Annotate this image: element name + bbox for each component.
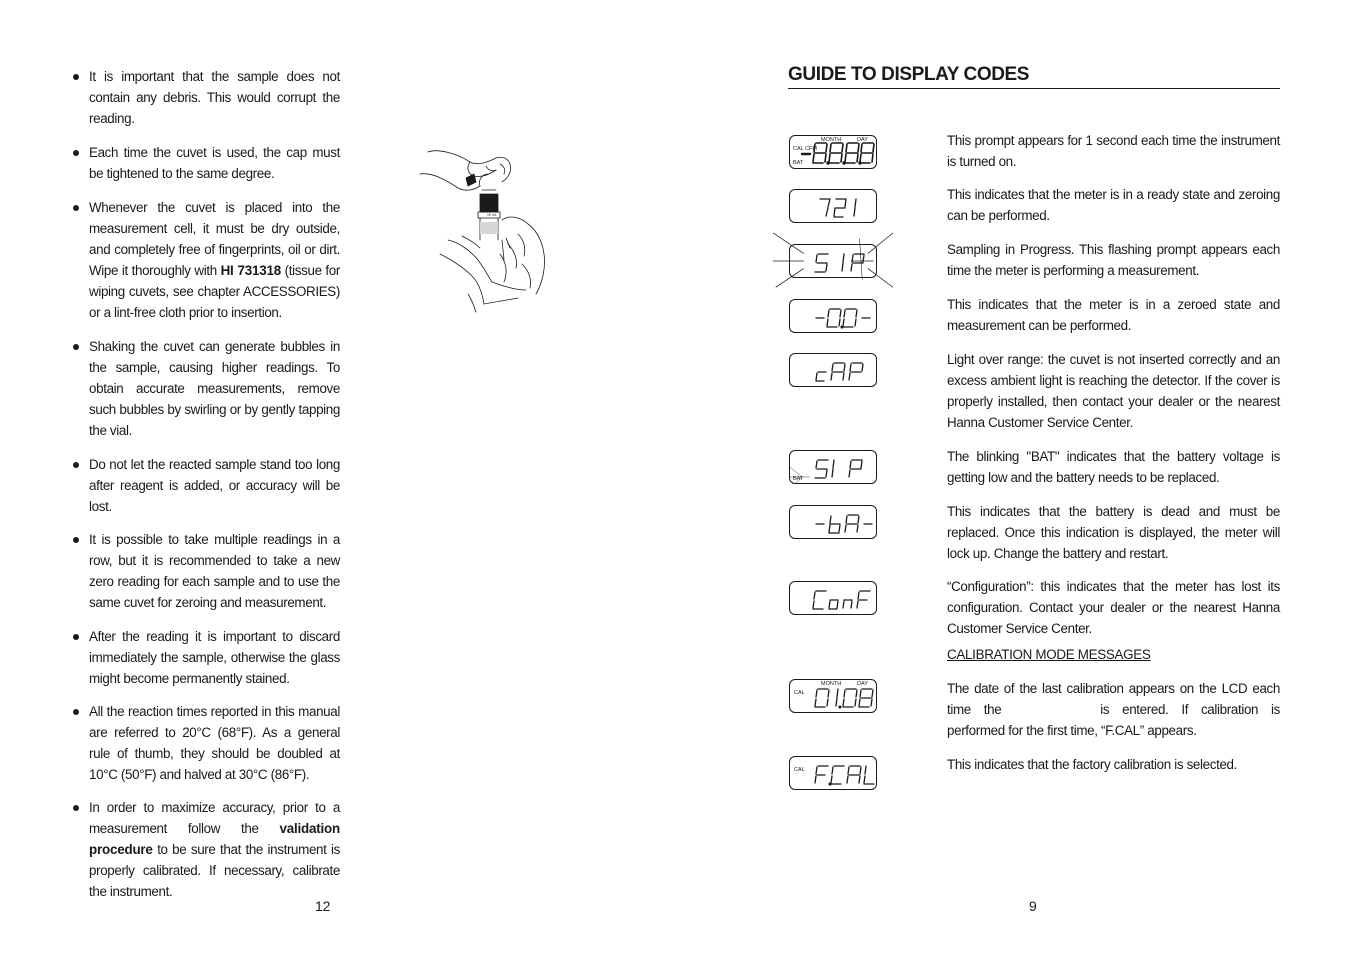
code-description: This indicates that the factory calibration is selected. [947,757,1238,772]
bat-indicator: BAT [793,476,804,482]
page-title: GUIDE TO DISPLAY CODES [788,64,1280,89]
right-page [676,0,1351,954]
lcd-display-all-segments [789,135,877,169]
day-indicator: DAY [857,681,868,687]
lcd-display-zeroed [789,299,877,333]
validation-procedure-text: validation procedure [89,821,340,857]
cal-indicator: CAL [794,690,805,696]
list-item: In order to maximize accuracy, prior to a measurement follow the validation procedure to be sure that the instrument is properly calibrated. If necessary, calibrate the instrument. [72,797,340,902]
list-item: It is important that the sample does not contain any debris. This would corrupt the reading. [72,66,340,129]
list-item: Whenever the cuvet is placed into the measurement cell, it must be dry outside, and completely free of fingerprints, oil or dirt. Wipe it thoroughly with HI 731318 (tissue for wiping cuvets, see chapter ACCESSORIES) or a lint-free cloth prior to insertion. [72,197,340,323]
cal-indicator: CAL [794,767,805,773]
product-code: HI 731318 [220,263,281,278]
list-item: It is possible to take multiple readings in a row, but it is recommended to take a new zero reading for each sample and to use the same cuvet for zeroing and measurement. [72,529,340,613]
cal-indicator: CAL [793,146,804,152]
cfm-indicator: CFM [805,146,817,152]
list-item: After the reading it is important to discard immediately the sample, otherwise the glass might become permanently stained. [72,626,340,689]
code-description: The date of the last calibration appears on the LCD each time the is entered. If calibration is performed for the first time, “F.CAL” appears. [947,681,1280,738]
list-item: All the reaction times reported in this manual are referred to 20°C (68°F). As a general rule of thumb, they should be doubled at 10°C (50°F) and halved at 30°C (86°F). [72,701,340,785]
left-page [0,0,675,954]
code-description: This indicates that the meter is in a zeroed state and measurement can be performed. [947,297,1280,333]
lcd-display-battery-low [789,450,877,484]
code-description: This indicates that the meter is in a ready state and zeroing can be performed. [947,187,1280,223]
code-description: This indicates that the battery is dead and must be replaced. Once this indication is displayed, the meter will lock up. Change the battery and restart. [947,504,1280,561]
code-description: Light over range: the cuvet is not inserted correctly and an excess ambient light is reaching the detector. If the cover is properly installed, then contact your dealer or the nearest Hanna Customer Service Center. [947,352,1280,430]
lcd-display-ready [789,189,877,223]
calibration-heading: CALIBRATION MODE MESSAGES [947,647,1151,662]
code-description: The blinking "BAT" indicates that the battery voltage is getting low and the battery needs to be replaced. [947,449,1280,485]
lcd-display-sampling [789,244,877,278]
lcd-display-light-over-range [789,353,877,387]
month-indicator: MONTH [821,137,842,143]
code-description: This prompt appears for 1 second each time the instrument is turned on. [947,133,1280,169]
lcd-display-configuration [789,581,877,615]
lcd-display-battery-dead [789,505,877,539]
lcd-display-calibration-date [789,679,877,713]
month-indicator: MONTH [821,681,842,687]
list-item: Each time the cuvet is used, the cap must be tightened to the same degree. [72,142,340,184]
list-item: Shaking the cuvet can generate bubbles in the sample, causing higher readings. To obtain accurate measurements, remove such bubbles by swirling or by gently tapping the vial. [72,336,340,441]
cuvet-wiping-illustration [418,144,550,314]
bat-indicator: BAT [793,160,804,166]
code-description: Sampling in Progress. This flashing prompt appears each time the meter is performing a measurement. [947,242,1280,278]
list-item: Do not let the reacted sample stand too long after reagent is added, or accuracy will be lost. [72,454,340,517]
page-number: 9 [1029,898,1037,914]
lcd-display-factory-calibration [789,756,877,790]
day-indicator: DAY [857,137,868,143]
code-description: “Configuration”: this indicates that the meter has lost its configuration. Contact your dealer or the nearest Hanna Customer Service Center. [947,579,1280,636]
tips-list [72,66,340,902]
page-number: 12 [315,898,331,914]
cuvet-volume-label: 10 mL [487,213,497,217]
